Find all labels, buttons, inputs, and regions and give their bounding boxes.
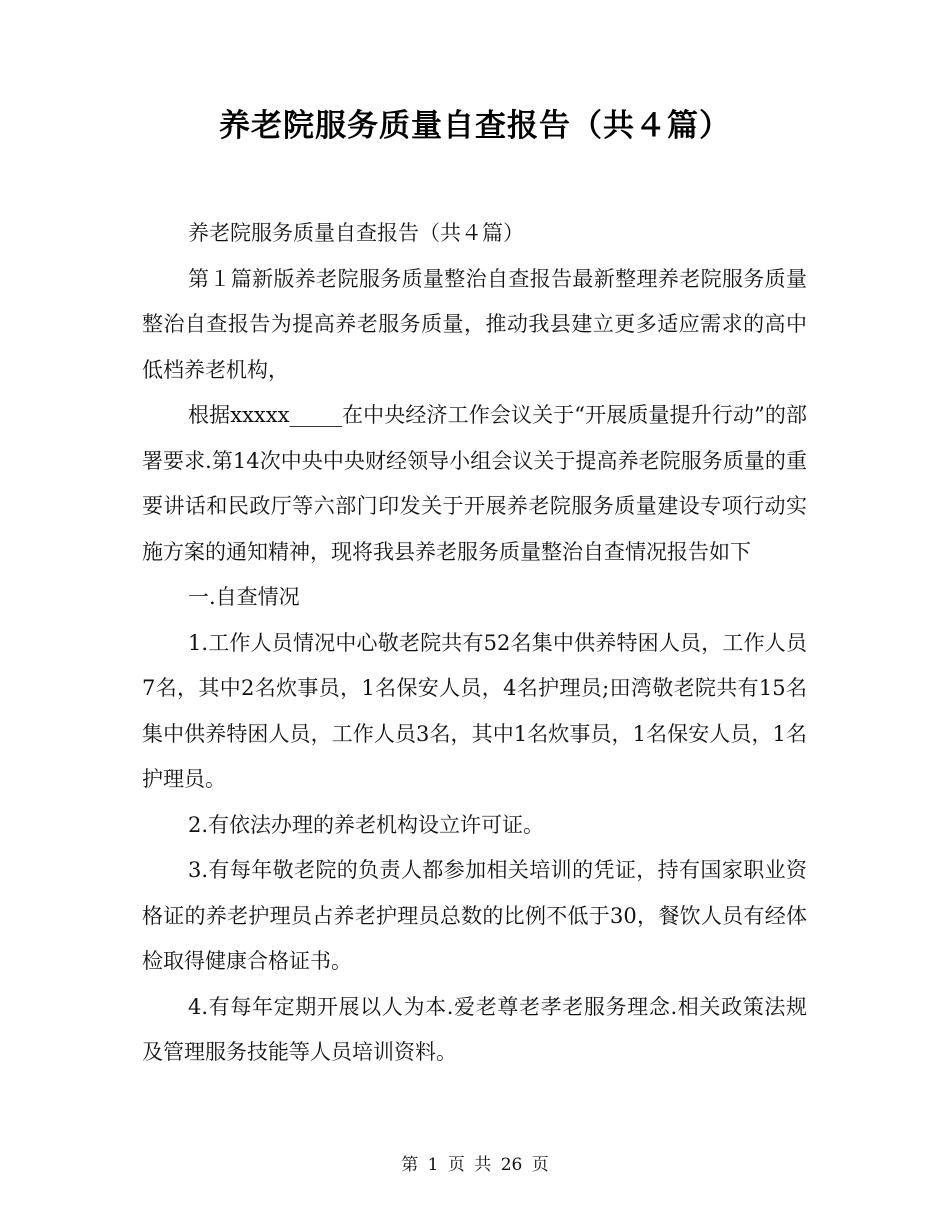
- page-footer: 第 1 页 共 26 页: [401, 1155, 549, 1175]
- paragraph: 1.工作人员情况中心敬老院共有52名集中供养特困人员，工作人员7名，其中2名炊事员，1名保安人员，4名护理员;田湾敬老院共有15名集中供养特困人员，工作人员3名，其中1名炊事员，1名保安人员，1名护理员。: [142, 630, 807, 791]
- paragraph: 第１篇新版养老院服务质量整治自查报告最新整理养老院服务质量整治自查报告为提高养老服务质量，推动我县建立更多适应需求的高中低档养老机构，: [142, 266, 807, 382]
- section-heading: 一.自查情况: [188, 585, 300, 609]
- paragraph: 3.有每年敬老院的负责人都参加相关培训的凭证，持有国家职业资格证的养老护理员占养老护理员总数的比例不低于30，餐饮人员有经体检取得健康合格证书。: [142, 858, 807, 973]
- document-title: 养老院服务质量自查报告（共４篇）: [219, 108, 731, 144]
- paragraph: 养老院服务质量自查报告（共４篇）: [188, 221, 524, 245]
- paragraph: 2.有依法办理的养老机构设立许可证。: [188, 812, 545, 837]
- document-body: [142, 211, 807, 1076]
- paragraph: 根据xxxxx_____在中央经济工作会议关于“开展质量提升行动”的部署要求.第14次中央中央财经领导小组会议关于提高养老院服务质量的重要讲话和民政厅等六部门印发关于开展养老院服务质量建设专项行动实施方案的通知精神，现将我县养老服务质量整治自查情况报告如下: [142, 403, 807, 564]
- paragraph: 4.有每年定期开展以人为本.爱老尊老孝老服务理念.相关政策法规及管理服务技能等人员培训资料。: [142, 994, 807, 1064]
